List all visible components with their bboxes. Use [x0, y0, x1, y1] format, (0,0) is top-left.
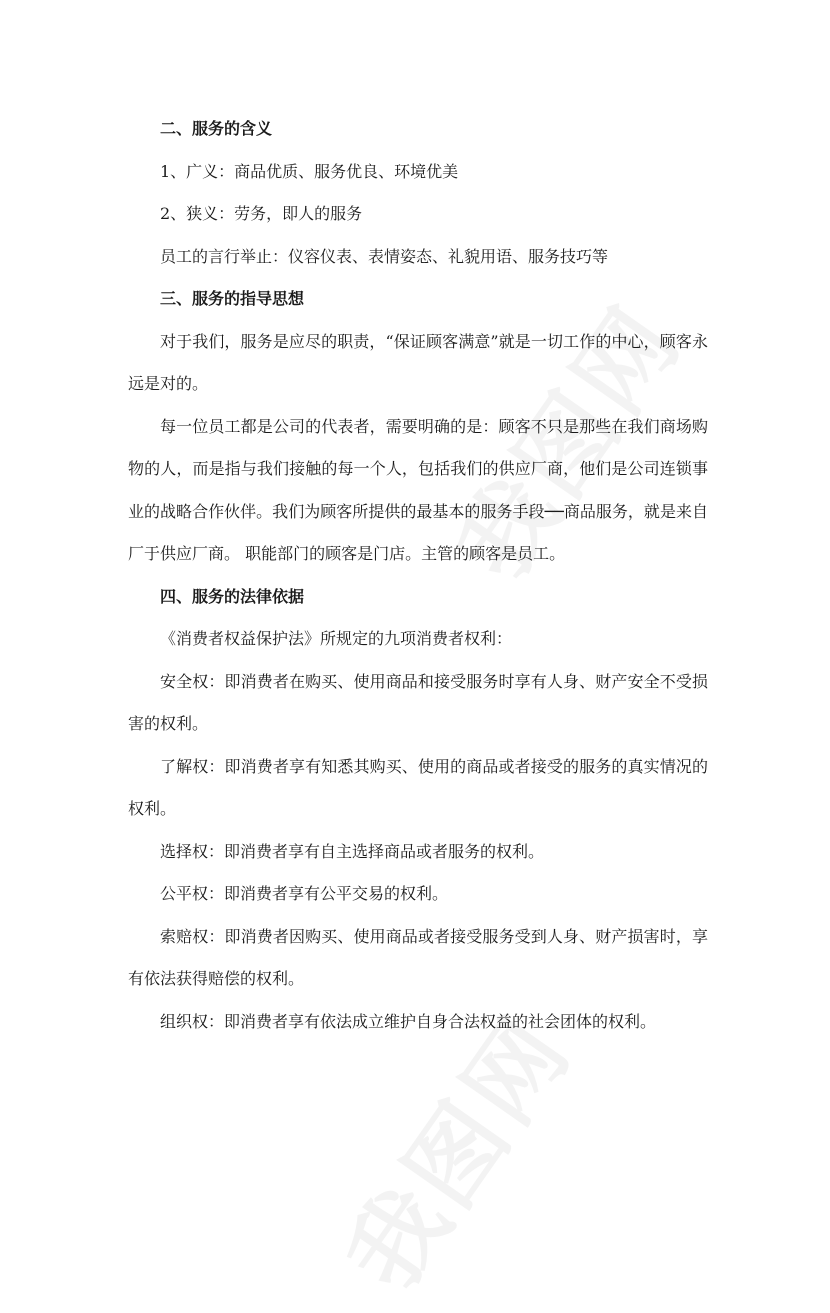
paragraph: 员工的言行举止：仪容仪表、表情姿态、礼貌用语、服务技巧等 — [160, 246, 609, 266]
paragraph: 对于我们，服务是应尽的职责，“保证顾客满意”就是一切工作的中心，顾客永远是对的。 — [128, 331, 708, 393]
paragraph: 了解权：即消费者享有知悉其购买、使用的商品或者接受的服务的真实情况的权利。 — [128, 756, 708, 818]
section-heading: 三、服务的指导思想 — [160, 289, 305, 308]
paragraph: 1、广义：商品优质、服务优良、环境优美 — [160, 161, 459, 181]
paragraph: 选择权：即消费者享有自主选择商品或者服务的权利。 — [160, 841, 545, 861]
paragraph: 2、狭义：劳务，即人的服务 — [160, 204, 363, 223]
section-heading: 二、服务的含义 — [160, 119, 273, 138]
paragraph: 《消费者权益保护法》所规定的九项消费者权利： — [160, 629, 513, 648]
paragraph: 公平权：即消费者享有公平交易的权利。 — [160, 884, 449, 903]
paragraph: 索赔权：即消费者因购买、使用商品或者接受服务受到人身、财产损害时，享有依法获得赔偿的权利。 — [128, 926, 708, 988]
section-heading: 四、服务的法律依据 — [160, 586, 305, 606]
document-body — [128, 108, 708, 1043]
paragraph: 组织权：即消费者享有依法成立维护自身合法权益的社会团体的权利。 — [160, 1011, 657, 1031]
paragraph: 安全权：即消费者在购买、使用商品和接受服务时享有人身、财产安全不受损害的权利。 — [128, 671, 708, 733]
paragraph: 每一位员工都是公司的代表者，需要明确的是：顾客不只是那些在我们商场购物的人，而是指与我们接触的每一个人，包括我们的供应厂商，他们是公司连锁事业的战略合作伙伴。我们为顾客所提供的最基本的服务手段──商品服务，就是来自厂于供应厂商。 职能部门的顾客是门店。主管的顾客是员工。 — [128, 416, 708, 563]
